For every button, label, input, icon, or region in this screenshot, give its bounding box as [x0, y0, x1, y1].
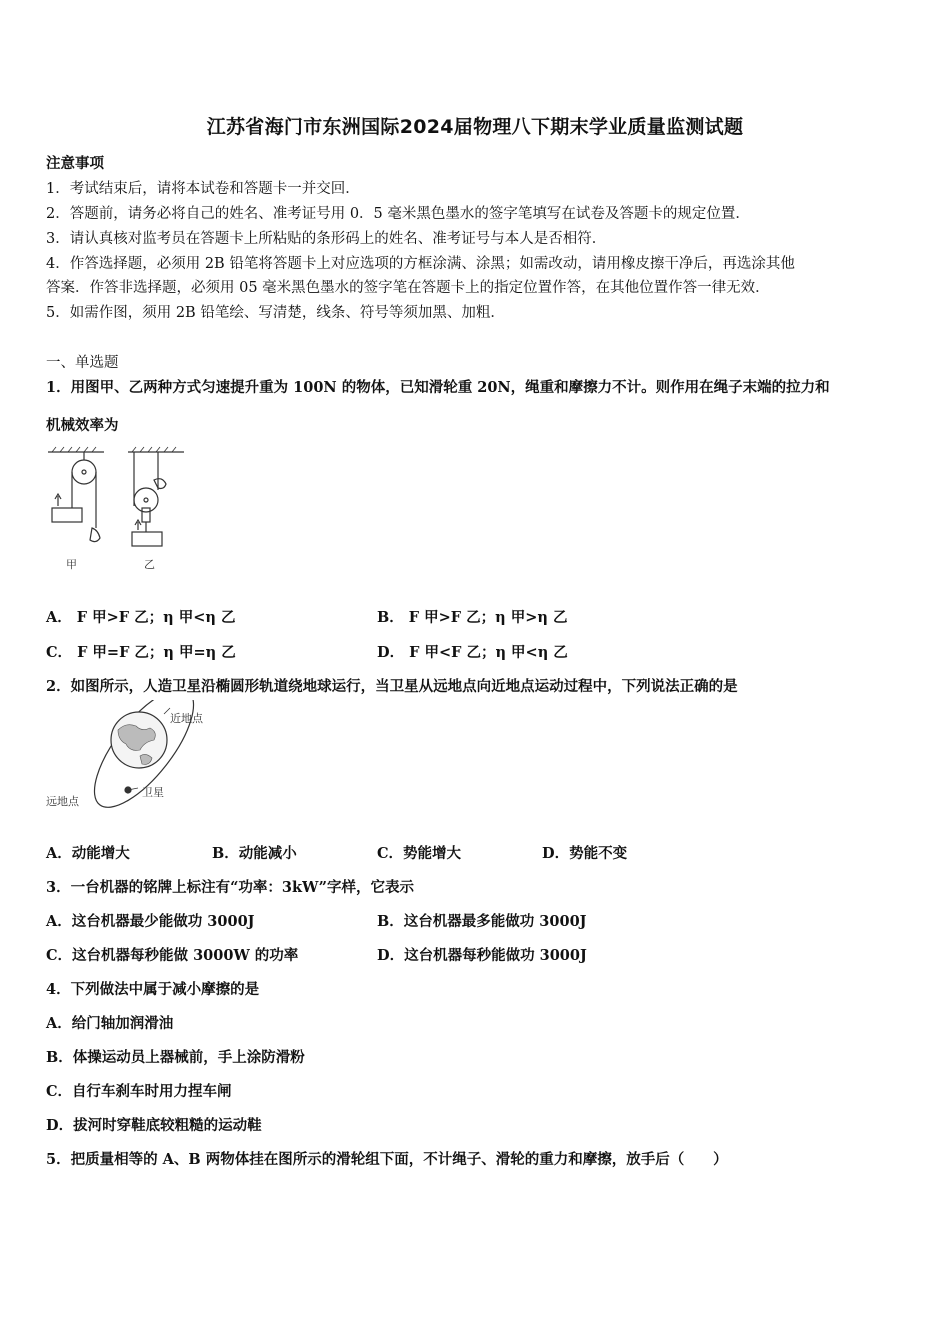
- option-d: D． F 甲<F 乙；η 甲<η 乙: [377, 644, 568, 661]
- option-a: A． F 甲>F 乙；η 甲<η 乙: [46, 609, 236, 626]
- question-2-stem: 2．如图所示，人造卫星沿椭圆形轨道绕地球运行，当卫星从远地点向近地点运动过程中，下列说法正确的是: [46, 678, 738, 695]
- page-title: 江苏省海门市东洲国际2024届物理八下期末学业质量监测试题: [206, 116, 744, 138]
- option-c: C．这台机器每秒能做 3000W 的功率: [46, 947, 299, 964]
- pulley-figure: [44, 444, 194, 576]
- notice-item: 3．请认真核对监考员在答题卡上所粘贴的条形码上的姓名、准考证号与本人是否相符．: [46, 231, 607, 247]
- question-1-stem-cont: 机械效率为: [46, 417, 119, 434]
- option-b: B．动能减小: [212, 845, 297, 862]
- figure-label-b: 乙: [144, 558, 155, 571]
- label-satellite: 卫星: [142, 786, 164, 799]
- option-b: B． F 甲>F 乙；η 甲>η 乙: [377, 609, 568, 626]
- option-c: C．自行车刹车时用力捏车闸: [46, 1083, 232, 1100]
- figure-label-a: 甲: [66, 558, 77, 571]
- notice-heading: 注意事项: [46, 155, 104, 172]
- option-c: C． F 甲=F 乙；η 甲=η 乙: [46, 644, 236, 661]
- question-4-stem: 4．下列做法中属于减小摩擦的是: [46, 981, 260, 998]
- notice-item: 4．作答选择题，必须用 2B 铅笔将答题卡上对应选项的方框涂满、涂黑；如需改动，请用橡皮擦干净后，再选涂其他: [46, 256, 795, 272]
- label-apogee: 远地点: [46, 795, 79, 808]
- satellite-orbit-figure: [44, 700, 234, 815]
- question-3-stem: 3．一台机器的铭牌上标注有“功率：3kW”字样，它表示: [46, 879, 414, 896]
- option-b: B．这台机器最多能做功 3000J: [377, 913, 587, 930]
- option-a: A．这台机器最少能做功 3000J: [46, 913, 255, 930]
- notice-item: 答案．作答非选择题，必须用 05 毫米黑色墨水的签字笔在答题卡上的指定位置作答，在其他位置作答一律无效．: [46, 280, 770, 296]
- option-d: D．势能不变: [542, 845, 628, 862]
- label-perigee: 近地点: [170, 712, 203, 725]
- section-heading: 一、单选题: [46, 355, 119, 371]
- option-c: C．势能增大: [377, 845, 462, 862]
- notice-item: 2．答题前，请务必将自己的姓名、准考证号用 0．5 毫米黑色墨水的签字笔填写在试卷及答题卡的规定位置．: [46, 206, 750, 222]
- question-1-stem: 1．用图甲、乙两种方式匀速提升重为 100N 的物体，已知滑轮重 20N，绳重和摩擦力不计。则作用在绳子末端的拉力和: [46, 379, 830, 396]
- option-d: D．拔河时穿鞋底较粗糙的运动鞋: [46, 1117, 262, 1134]
- option-b: B．体操运动员上器械前，手上涂防滑粉: [46, 1049, 305, 1066]
- notice-item: 1．考试结束后，请将本试卷和答题卡一并交回．: [46, 181, 360, 197]
- option-a: A．动能增大: [46, 845, 130, 862]
- option-d: D．这台机器每秒能做功 3000J: [377, 947, 587, 964]
- option-a: A．给门轴加润滑油: [46, 1015, 174, 1032]
- notice-item: 5．如需作图，须用 2B 铅笔绘、写清楚，线条、符号等须加黑、加粗．: [46, 305, 505, 321]
- question-5-stem: 5．把质量相等的 A、B 两物体挂在图所示的滑轮组下面，不计绳子、滑轮的重力和摩擦，放手后（ ）: [46, 1151, 728, 1168]
